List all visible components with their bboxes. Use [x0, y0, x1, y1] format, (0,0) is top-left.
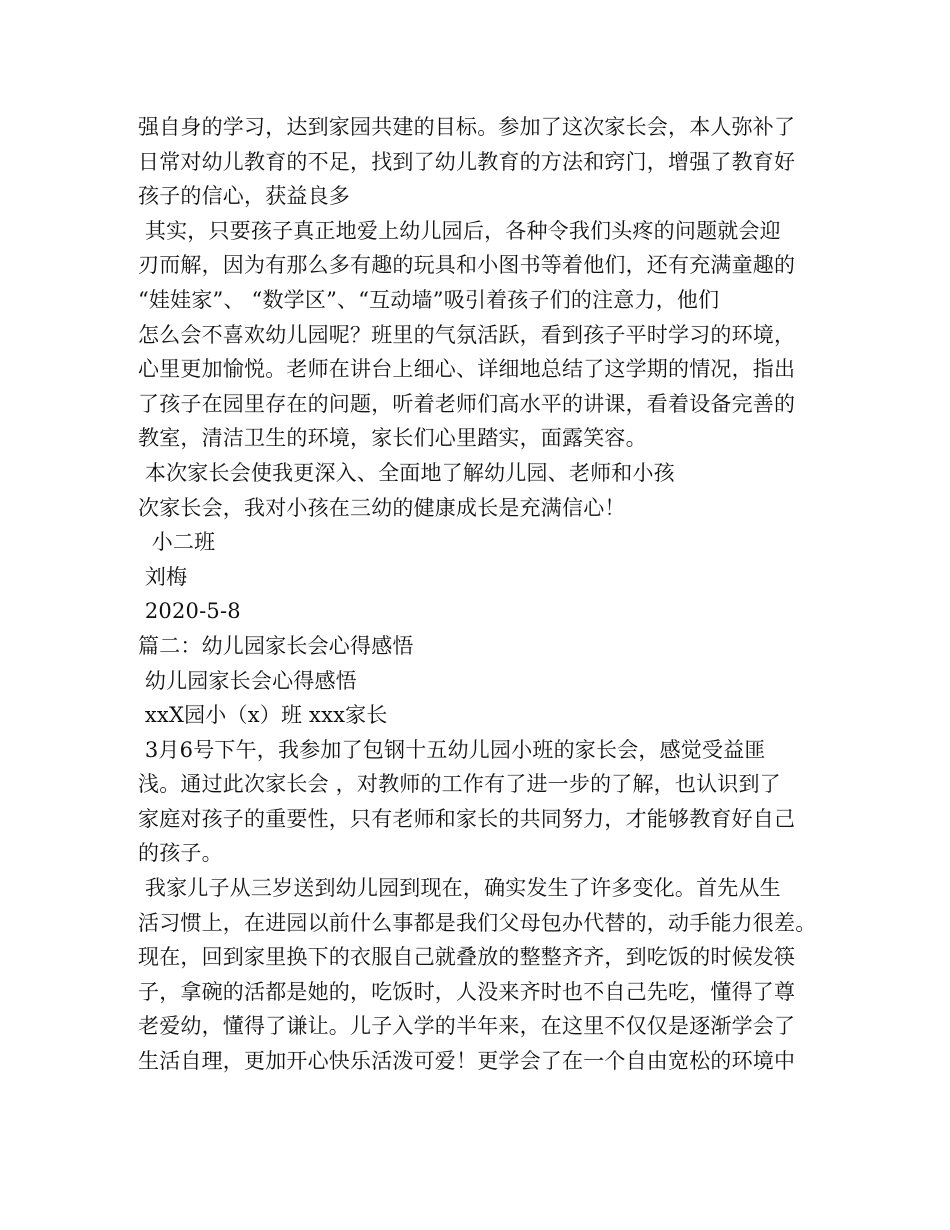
text-line: 浅。通过此次家长会 ，对教师的工作有了进一步的了解，也认识到了	[138, 772, 781, 797]
text-line: 我家儿子从三岁送到幼儿园到现在，确实发生了许多变化。首先从生	[138, 876, 781, 901]
text-line: 怎么会不喜欢幼儿园呢？班里的气氛活跃，看到孩子平时学习的环境，	[138, 322, 796, 347]
class-name: 小二班	[138, 530, 216, 555]
text-line: 家庭对孩子的重要性，只有老师和家长的共同努力，才能够教育好自己	[138, 806, 796, 831]
date: 2020-5-8	[138, 599, 241, 624]
text-line: 日常对幼儿教育的不足，找到了幼儿教育的方法和窍门，增强了教育好	[138, 149, 796, 174]
text-line: 次家长会，我对小孩在三幼的健康成长是充满信心！	[138, 495, 626, 520]
author-name: 刘梅	[138, 564, 188, 589]
text-line: 的孩子。	[138, 841, 223, 866]
text-line: 活习惯上，在进园以前什么事都是我们父母包办代替的，动手能力很差。	[138, 910, 817, 935]
text-line: 心里更加愉悦。老师在讲台上细心、详细地总结了这学期的情况，指出	[138, 357, 796, 382]
text-line: 强自身的学习，达到家园共建的目标。参加了这次家长会，本人弥补了	[138, 115, 796, 139]
text-line: 老爱幼，懂得了谦让。儿子入学的半年来，在这里不仅仅是逐渐学会了	[138, 1014, 796, 1039]
article-byline: xxX园小（x）班 xxx家长	[138, 703, 388, 728]
text-line: 生活自理，更加开心快乐活泼可爱！更学会了在一个自由宽松的环境中	[138, 1049, 796, 1074]
text-line: 现在，回到家里换下的衣服自己就叠放的整整齐齐，到吃饭的时候发筷	[138, 945, 796, 970]
text-line: 了孩子在园里存在的问题，听着老师们高水平的讲课，看着设备完善的	[138, 391, 796, 416]
text-line: 本次家长会使我更深入、全面地了解幼儿园、老师和小孩	[138, 460, 675, 485]
article-title: 幼儿园家长会心得感悟	[138, 668, 357, 693]
text-line: 子，拿碗的活都是她的，吃饭时，人没来齐时也不自己先吃，懂得了尊	[138, 979, 796, 1004]
text-line: “娃娃家”、 “数学区”、“互动墙”吸引着孩子们的注意力，他们	[138, 287, 720, 312]
text-line: 孩子的信心，获益良多	[138, 184, 350, 209]
text-line: 其实，只要孩子真正地爱上幼儿园后，各种令我们头疼的问题就会迎	[138, 218, 781, 243]
text-line: 教室，清洁卫生的环境，家长们心里踏实，面露笑容。	[138, 426, 647, 451]
text-line: 3月6号下午，我参加了包钢十五幼儿园小班的家长会，感觉受益匪	[138, 737, 766, 762]
section-heading: 篇二：幼儿园家长会心得感悟	[138, 633, 414, 658]
text-line: 刃而解，因为有那么多有趣的玩具和小图书等着他们，还有充满童趣的	[138, 253, 796, 278]
